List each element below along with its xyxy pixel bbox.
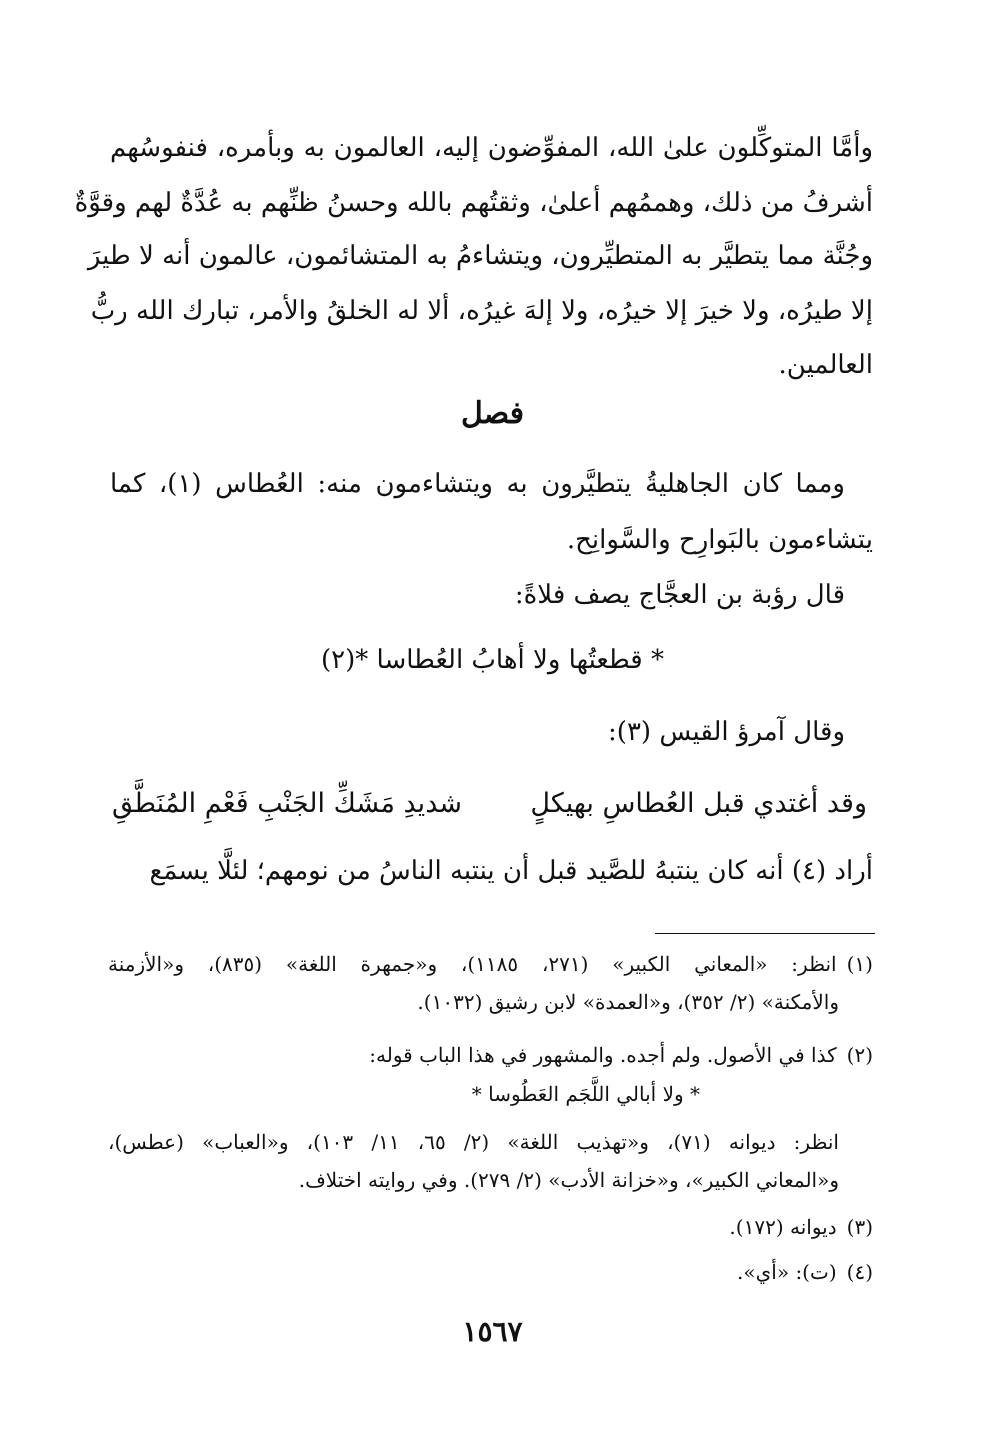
- footnote-2: [369, 1038, 873, 1072]
- verse-hemistich-first: وقد أغتدي قبل العُطاسِ بهيكلٍ: [530, 788, 867, 819]
- paragraph-line: وأمَّا المتوكِّلون علىٰ الله، المفوِّضون إليه، العالمون به وبأمره، فنفوسُهم: [110, 133, 873, 163]
- verse-intro: وقال آمرؤ القيس (٣):: [608, 717, 845, 747]
- paragraph-line: العالمين.: [778, 350, 873, 380]
- footnote-number: (٣): [846, 1215, 873, 1239]
- paragraph-line: إلا طيرُه، ولا خيرَ إلا خيرُه، ولا إلهَ غيرُه، ألا له الخلقُ والأمر، تبارك الله ربُّ: [90, 296, 873, 326]
- footnote-number: (٤): [846, 1260, 873, 1284]
- verse-hemistich-second: شديدِ مَشَكِّ الجَنْبِ فَعْمِ المُنَطَّقِ: [112, 788, 462, 819]
- footnote-number: (١): [846, 952, 873, 976]
- paragraph-line: ومما كان الجاهليةُ يتطيَّرون به ويتشاءمون منه: العُطاس (١)، كما: [110, 469, 845, 499]
- footnote-2-verse: * ولا أبالي اللَّجَم العَطُوسا *: [471, 1082, 700, 1106]
- footnote-text: (ت): «أي».: [737, 1260, 837, 1284]
- verse-line: * قطعتُها ولا أهابُ العُطاسا *(٢): [320, 645, 664, 675]
- footnote-3: [729, 1210, 873, 1244]
- paragraph-line: أراد (٤) أنه كان ينتبهُ للصَّيد قبل أن ينتبه الناسُ من نومهم؛ لئلَّا يسمَع: [149, 856, 873, 886]
- section-heading: فصل: [460, 396, 525, 431]
- footnote-text: كذا في الأصول. ولم أجده. والمشهور في هذا الباب قوله:: [369, 1043, 837, 1067]
- footnote-number: (٢): [846, 1043, 873, 1067]
- paragraph-line: وجُنَّة مما يتطيَّر به المتطيِّرون، ويتشاءمُ به المتشائمون، عالمون أنه لا طيرَ: [87, 241, 873, 271]
- footnote-divider: [655, 933, 875, 934]
- footnote-1: [108, 947, 873, 981]
- page-number: ١٥٦٧: [462, 1315, 523, 1348]
- footnote-4: [737, 1255, 873, 1289]
- footnote-2-cont: و«المعاني الكبير»، و«خزانة الأدب» (٢/ ٢٧٩). وفي روايته اختلاف.: [298, 1168, 839, 1192]
- paragraph-line: أشرفُ من ذلك، وهممُهم أعلىٰ، وثقتُهم بالله وحسنُ ظنِّهم به عُدَّةٌ لهم وقوَّةٌ: [74, 188, 873, 218]
- verse-intro: قال رؤبة بن العجَّاج يصف فلاةً:: [514, 580, 845, 610]
- footnote-text: انظر: «المعاني الكبير» (٢٧١، ١١٨٥)، و«جمهرة اللغة» (٨٣٥)، و«الأزمنة: [108, 952, 837, 976]
- footnote-1-cont: والأمكنة» (٢/ ٣٥٢)، و«العمدة» لابن رشيق (١٠٣٢).: [417, 990, 839, 1014]
- footnote-text: ديوانه (١٧٢).: [729, 1215, 837, 1239]
- footnote-2-cont: انظر: ديوانه (٧١)، و«تهذيب اللغة» (٢/ ٦٥، ١١/ ١٠٣)، و«العباب» (عطس)،: [108, 1130, 839, 1154]
- paragraph-line: يتشاءمون بالبَوارِح والسَّوانِح.: [566, 525, 873, 555]
